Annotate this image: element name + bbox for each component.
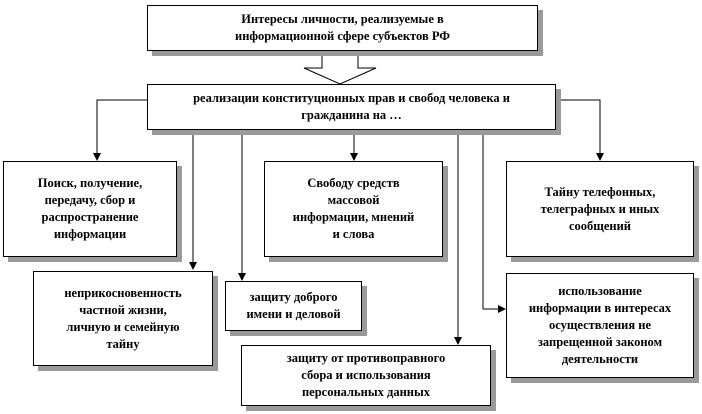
box-media-line: массовой	[327, 193, 380, 207]
box-honor-line: защиту доброго	[249, 290, 338, 304]
box-secrecy-line: сообщений	[568, 218, 631, 233]
box-usage-line: осуществления не	[548, 318, 651, 332]
box-usage-line: информации в интересах	[528, 301, 672, 315]
middle-box	[147, 84, 556, 130]
box-honor	[225, 281, 362, 331]
box-media-line: и слова	[332, 227, 375, 241]
middle-line1: реализации конституционных прав и свобод человека и	[193, 91, 510, 105]
box-privacy-line: неприкосновенность	[64, 285, 182, 300]
box-search-line: информации	[53, 227, 127, 241]
box-media	[264, 161, 443, 257]
box-usage-line: деятельности	[561, 352, 639, 366]
box-personal-line: персональных данных	[301, 385, 430, 399]
top-box	[147, 5, 538, 51]
box-personal	[241, 345, 491, 406]
box-secrecy	[506, 161, 694, 257]
top-title-line1: Интересы личности, реализуемые в	[241, 12, 444, 26]
box-search-line: Поиск, получение,	[37, 176, 143, 190]
box-secrecy-line: телеграфных и иных	[540, 201, 660, 216]
connector-usage	[483, 130, 505, 309]
connector-search	[97, 100, 148, 160]
top-title-line2: информационной сфере субъектов РФ	[235, 29, 450, 43]
middle-line2: гражданина на …	[301, 108, 402, 122]
hollow-arrow	[304, 52, 376, 84]
box-usage-line: использование	[558, 284, 642, 298]
connector-secrecy	[555, 100, 600, 160]
box-usage	[506, 273, 694, 378]
box-privacy-line: частной жизни,	[79, 302, 167, 317]
box-personal-line: сбора и использования	[301, 368, 431, 382]
box-privacy-line: тайну	[106, 336, 140, 351]
box-media-line: Свободу средств	[307, 176, 400, 190]
box-search-line: передачу, сбор и	[44, 193, 136, 207]
box-personal-line: защиту от противоправного	[286, 351, 446, 365]
box-search-line: распространение	[41, 210, 139, 224]
box-honor-line: имени и деловой	[246, 307, 341, 321]
box-search	[3, 161, 177, 257]
box-usage-line: запрещенной законом	[537, 335, 663, 349]
box-media-line: информации, мнений	[292, 210, 415, 224]
box-secrecy-line: Тайну телефонных,	[544, 184, 656, 199]
box-privacy-line: личную и семейную	[66, 319, 180, 334]
box-privacy	[33, 271, 213, 366]
